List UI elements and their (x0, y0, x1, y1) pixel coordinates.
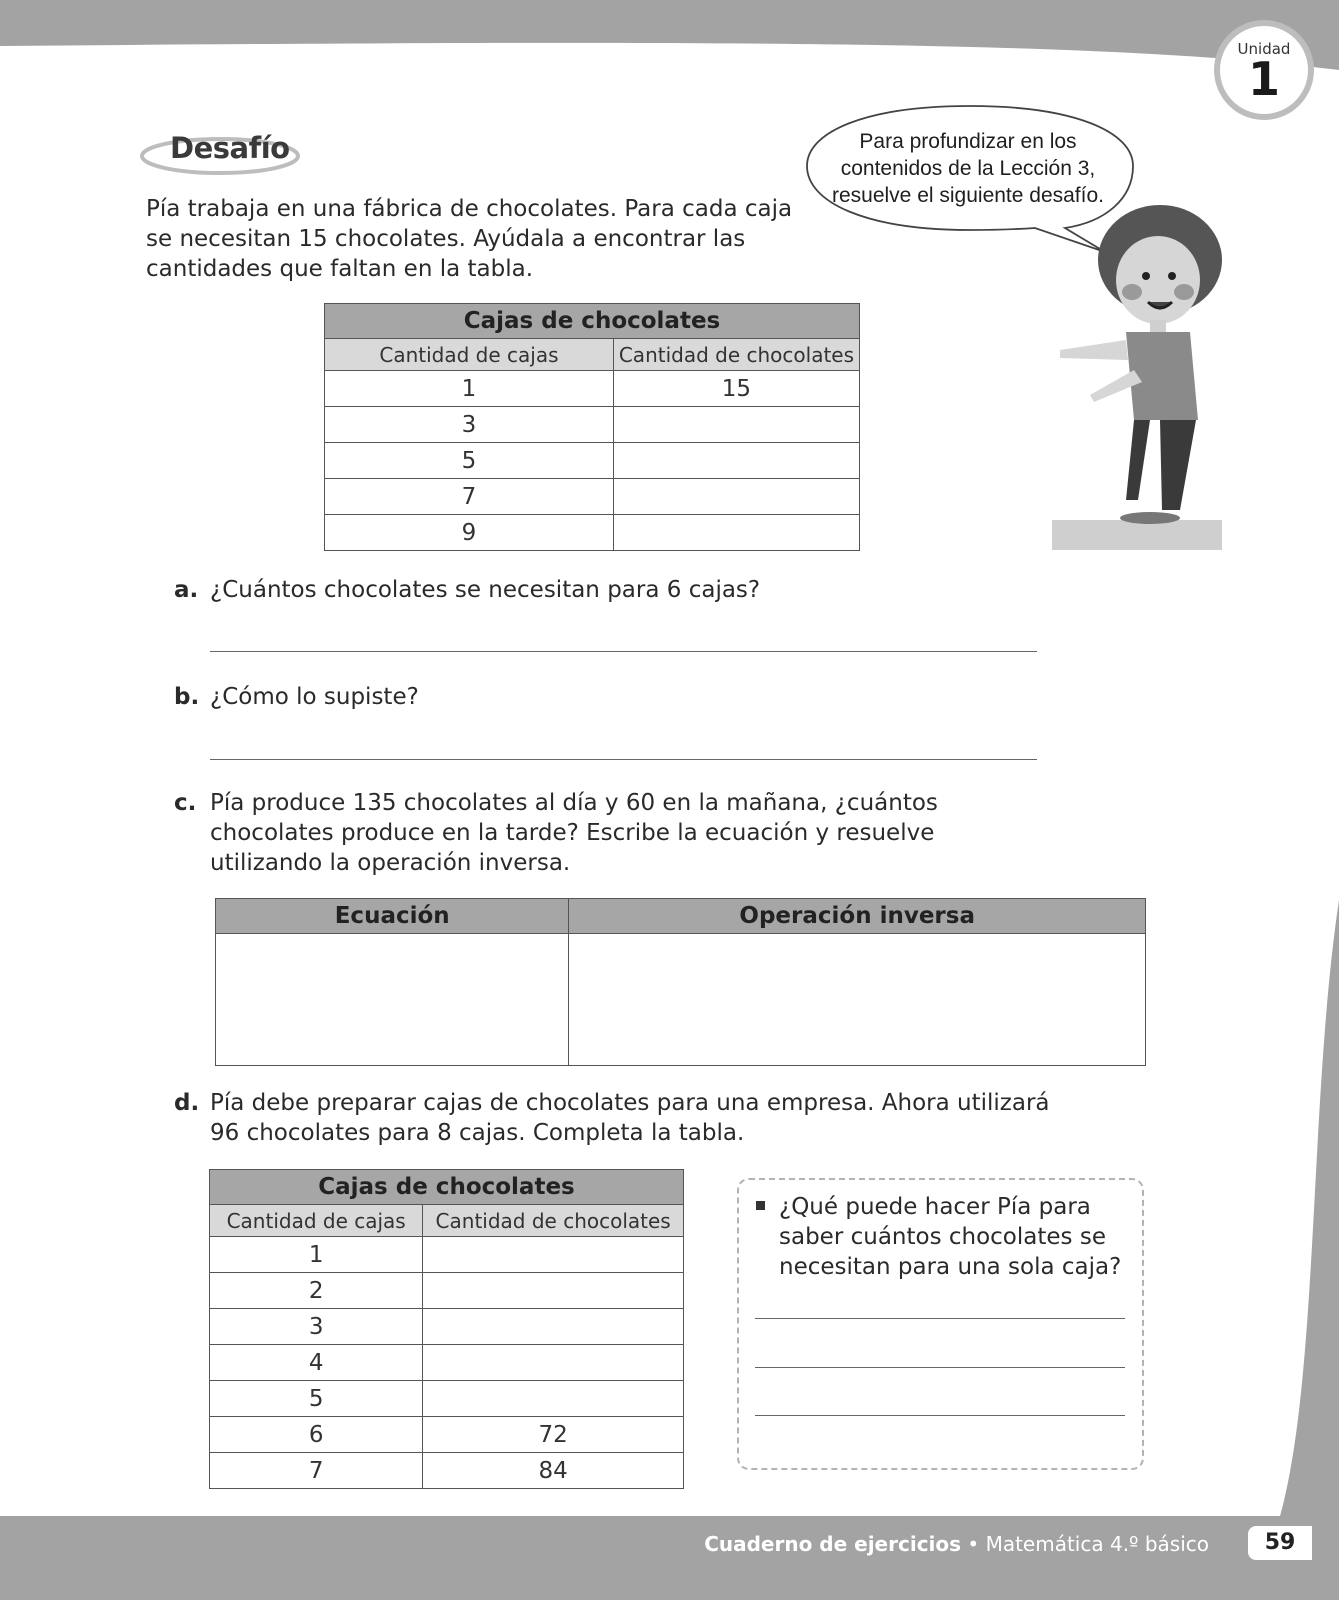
intro-text: Pía trabaja en una fábrica de chocolates. Para cada caja se necesitan 15 chocolates. Ayúdala a encontrar las cantidades que faltan en la tabla. (146, 196, 793, 282)
side-banner-shape (1279, 900, 1339, 1520)
table-row (210, 1345, 684, 1381)
footer-text (704, 1532, 1209, 1556)
unit-badge (1214, 20, 1314, 120)
table-row (210, 1381, 684, 1417)
answer-line-b[interactable] (210, 759, 1037, 760)
table1-cell: 3 (325, 407, 614, 443)
section-title-badge (140, 128, 305, 178)
footer-separator: • (967, 1532, 980, 1556)
question-b-label: b. (174, 684, 200, 710)
table-row (210, 1273, 684, 1309)
table-row (325, 371, 860, 407)
table-row (210, 1453, 684, 1489)
table3-caption: Cajas de chocolates (210, 1170, 684, 1205)
table3-cell: 7 (210, 1453, 423, 1489)
equation-header: Ecuación (216, 899, 569, 934)
table-row (210, 1309, 684, 1345)
hint-answer-line[interactable] (755, 1367, 1125, 1368)
table-row (325, 515, 860, 551)
table-row (210, 1237, 684, 1273)
bullet-icon (756, 1201, 765, 1210)
table3-cell: 2 (210, 1273, 423, 1309)
table1-header-chocolates: Cantidad de chocolates (613, 339, 859, 371)
hint-answer-line[interactable] (755, 1415, 1125, 1416)
question-b-text: ¿Cómo lo supiste? (210, 684, 419, 710)
question-c-label: c. (174, 790, 197, 816)
section-title: Desafío (170, 131, 290, 165)
hint-answer-line[interactable] (755, 1318, 1125, 1319)
table3-cell: 72 (423, 1417, 684, 1453)
question-d-text: Pía debe preparar cajas de chocolates para una empresa. Ahora utilizará 96 chocolates para 8 cajas. Completa la tabla. (210, 1090, 1050, 1146)
table-row (325, 443, 860, 479)
table1-cell: 7 (325, 479, 614, 515)
table3-header-chocolates: Cantidad de chocolates (423, 1205, 684, 1237)
table3-header-boxes: Cantidad de cajas (210, 1205, 423, 1237)
inverse-operation-answer-cell[interactable] (569, 934, 1146, 1066)
question-a-label: a. (174, 577, 199, 603)
question-d (174, 1088, 1050, 1148)
table3-cell: 6 (210, 1417, 423, 1453)
table3-answer-cell[interactable] (423, 1237, 684, 1273)
top-banner-shape (0, 0, 1339, 110)
table1-cell: 5 (325, 443, 614, 479)
table3-cell: 1 (210, 1237, 423, 1273)
footer-book: Cuaderno de ejercicios (704, 1532, 962, 1556)
table1-answer-cell[interactable] (613, 443, 859, 479)
table3-answer-cell[interactable] (423, 1273, 684, 1309)
table1-answer-cell[interactable] (613, 515, 859, 551)
table1-cell: 9 (325, 515, 614, 551)
equation-answer-cell[interactable] (216, 934, 569, 1066)
table3-cell: 84 (423, 1453, 684, 1489)
table-row (325, 407, 860, 443)
speech-bubble-text: Para profundizar en los contenidos de la Lección 3, resuelve el siguiente desafío. (831, 130, 1104, 207)
equation-table (215, 898, 1146, 1066)
table1-cell: 1 (325, 371, 614, 407)
table-row (210, 1417, 684, 1453)
table3-cell: 3 (210, 1309, 423, 1345)
footer (0, 1516, 1339, 1600)
boxes-table-1 (324, 303, 860, 551)
question-a (174, 575, 1040, 605)
question-d-label: d. (174, 1090, 200, 1116)
question-b (174, 682, 1040, 712)
page-number: 59 (1248, 1526, 1312, 1560)
answer-line-a[interactable] (210, 651, 1037, 652)
table3-answer-cell[interactable] (423, 1309, 684, 1345)
table3-cell: 5 (210, 1381, 423, 1417)
table1-answer-cell[interactable] (613, 479, 859, 515)
inverse-operation-header: Operación inversa (569, 899, 1146, 934)
table1-cell: 15 (613, 371, 859, 407)
table1-caption: Cajas de chocolates (325, 304, 860, 339)
unit-label: Unidad (1237, 40, 1291, 58)
table3-answer-cell[interactable] (423, 1381, 684, 1417)
question-a-text: ¿Cuántos chocolates se necesitan para 6 cajas? (210, 577, 761, 603)
table3-cell: 4 (210, 1345, 423, 1381)
table1-answer-cell[interactable] (613, 407, 859, 443)
question-c (174, 788, 1050, 878)
table3-answer-cell[interactable] (423, 1345, 684, 1381)
boxes-table-2 (209, 1169, 684, 1489)
unit-number: 1 (1247, 52, 1280, 106)
hint-text: ¿Qué puede hacer Pía para saber cuántos chocolates se necesitan para una sola caja? (779, 1194, 1122, 1280)
boy-illustration (1050, 200, 1240, 550)
footer-subject: Matemática 4.º básico (985, 1532, 1209, 1556)
question-c-text: Pía produce 135 chocolates al día y 60 en la mañana, ¿cuántos chocolates produce en la tarde? Escribe la ecuación y resuelve utilizando la operación inversa. (210, 790, 938, 876)
table1-header-boxes: Cantidad de cajas (325, 339, 614, 371)
table-row (325, 479, 860, 515)
